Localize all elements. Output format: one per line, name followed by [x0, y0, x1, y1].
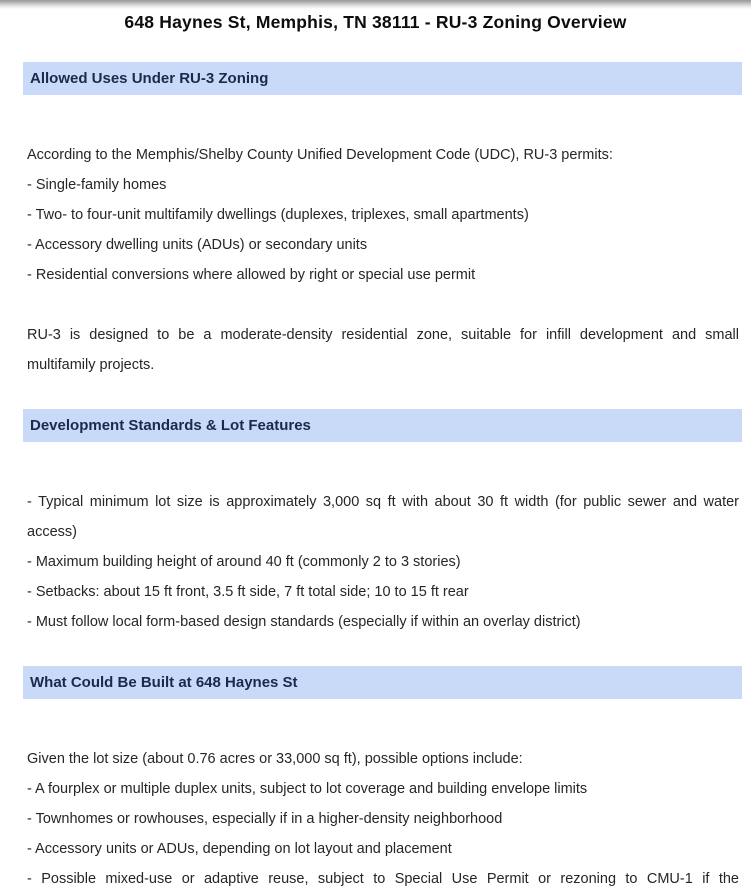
bullet-multifamily: - Two- to four-unit multifamily dwellings (duplexes, triplexes, small apartments) [27, 207, 529, 223]
bullet-single-family: - Single-family homes [27, 177, 167, 193]
page-top-edge-shadow [0, 0, 751, 9]
paragraph-lot-size-intro: Given the lot size (about 0.76 acres or 33,000 sq ft), possible options include: [27, 751, 523, 767]
paragraph-ru3-summary: RU-3 is designed to be a moderate-density residential zone, suitable for infill development and small multifamily projects. [27, 327, 739, 373]
bullet-building-height: - Maximum building height of around 40 ft (commonly 2 to 3 stories) [27, 554, 461, 570]
bullet-design-standards: - Must follow local form-based design standards (especially if within an overlay district) [27, 614, 581, 630]
bullet-fourplex: - A fourplex or multiple duplex units, subject to lot coverage and building envelope limits [27, 781, 588, 797]
section-development-standards [0, 409, 751, 637]
bullet-conversions: - Residential conversions where allowed by right or special use permit [27, 267, 476, 283]
section-heading-development-standards: Development Standards & Lot Features [23, 409, 742, 442]
section-heading-allowed-uses: Allowed Uses Under RU-3 Zoning [23, 62, 742, 95]
bullet-setbacks: - Setbacks: about 15 ft front, 3.5 ft side, 7 ft total side; 10 to 15 ft rear [27, 584, 469, 600]
section-body-development-standards [27, 442, 739, 637]
bullet-mixed-use: - Possible mixed-use or adaptive reuse, subject to Special Use Permit or rezoning to CMU-1 if the [27, 871, 739, 887]
paragraph-udc-intro: According to the Memphis/Shelby County Unified Development Code (UDC), RU-3 permits: [27, 147, 613, 163]
section-body-what-could-be-built [27, 699, 739, 894]
bullet-accessory-units: - Accessory units or ADUs, depending on lot layout and placement [27, 841, 452, 857]
section-allowed-uses [0, 62, 751, 380]
bullet-townhomes: - Townhomes or rowhouses, especially if in a higher-density neighborhood [27, 811, 503, 827]
bullet-lot-size: - Typical minimum lot size is approximately 3,000 sq ft with about 30 ft width (for public sewer and water access) [27, 494, 739, 540]
document-title: 648 Haynes St, Memphis, TN 38111 - RU-3 Zoning Overview [124, 12, 627, 32]
section-heading-what-could-be-built: What Could Be Built at 648 Haynes St [23, 666, 742, 699]
section-body-allowed-uses [27, 95, 739, 380]
bullet-adu: - Accessory dwelling units (ADUs) or secondary units [27, 237, 368, 253]
section-what-could-be-built [0, 666, 751, 894]
